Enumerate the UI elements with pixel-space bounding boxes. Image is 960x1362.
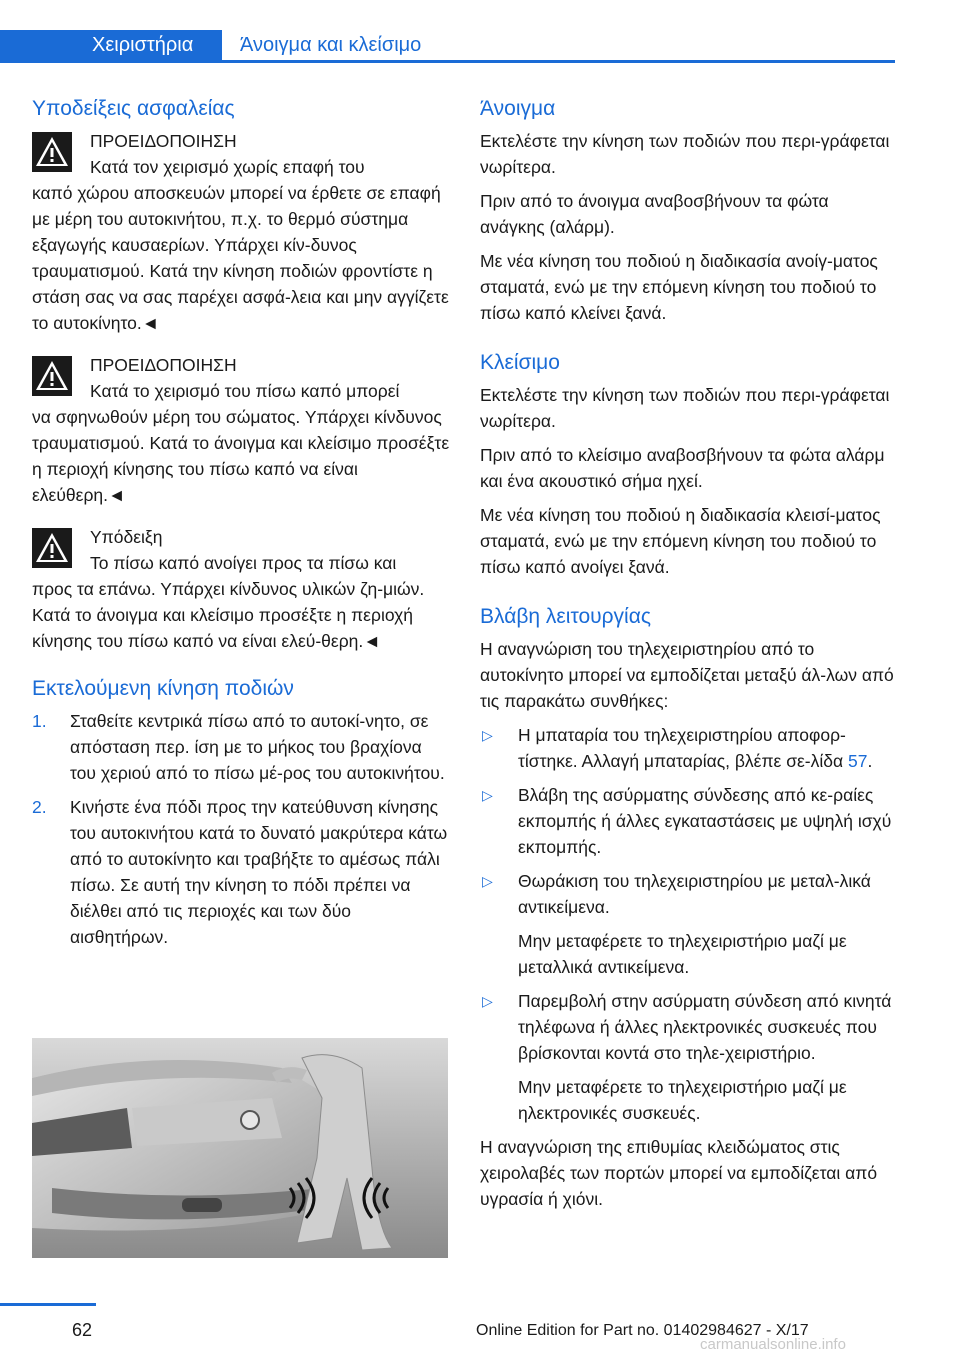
notice-text: προς τα επάνω. Υπάρχει κίνδυνος υλικών ζη-μιών. Κατά το άνοιγμα και κλείσιμο προσέξτε η περιοχή κίνησης του πίσω καπό να είναι ελεύ-θερη.◄ (32, 579, 425, 651)
fault-outro: Η αναγνώριση της επιθυμίας κλειδώματος στις χειρολαβές των πορτών μπορεί να εμποδίζεται από υγρασία ή χιόνι. (480, 1137, 878, 1209)
safety-heading: Υποδείξεις ασφαλείας (32, 97, 235, 120)
bullet-triangle-icon: ▷ (482, 993, 493, 1009)
bullet-triangle-icon: ▷ (482, 873, 493, 889)
warning-text: να σφηνωθούν μέρη του σώματος. Υπάρχει κίνδυνος τραυματισμού. Κατά το άνοιγμα και κλείσιμο προσέξτε η περιοχή κίνησης του πίσω καπό να είναι ελεύθερη.◄ (32, 407, 450, 505)
close-paragraph: Πριν από το κλείσιμο αναβοσβήνουν τα φώτα αλάρμ και ένα ακουστικό σήμα ηχεί. (480, 445, 885, 491)
bullet-text: Βλάβη της ασύρματης σύνδεσης από κε-ραίες εκπομπής ή άλλες εγκαταστάσεις με υψηλή ισχύ εκπομπής. (518, 785, 892, 857)
left-column (32, 96, 450, 958)
steps-list (32, 708, 450, 950)
bullet-text: Η μπαταρία του τηλεχειριστηρίου αποφορ-τίστηκε. Αλλαγή μπαταρίας, βλέπε σε-λίδα (518, 725, 848, 771)
bullet-text: Θωράκιση του τηλεχειριστηρίου με μεταλ-λικά αντικείμενα. (518, 871, 871, 917)
step-number: 1. (32, 711, 47, 731)
edition-note: Online Edition for Part no. 01402984627 - X/17 (476, 1322, 809, 1339)
list-item (480, 782, 898, 860)
fault-list (480, 722, 898, 1126)
tab-opening-closing[interactable] (224, 30, 894, 60)
foot-gesture-illustration (32, 1038, 448, 1258)
right-column (480, 96, 898, 1212)
tab-opening-closing-label: Άνοιγμα και κλείσιμο (240, 34, 422, 56)
warning-triangle-icon (32, 132, 72, 172)
close-heading: Κλείσιμο (480, 351, 560, 374)
bullet-sub-text: Μην μεταφέρετε το τηλεχειριστήριο μαζί με μεταλλικά αντικείμενα. (518, 931, 847, 977)
page-link[interactable]: 57 (848, 751, 868, 771)
warning-first-line: Κατά τον χειρισμό χωρίς επαφή του (90, 157, 365, 177)
header-bar (0, 0, 960, 62)
open-paragraph: Πριν από το άνοιγμα αναβοσβήνουν τα φώτα ανάγκης (αλάρμ). (480, 191, 829, 237)
page-number: 62 (72, 1320, 93, 1340)
warning-heading: ΠΡΟΕΙΔΟΠΟΙΗΣΗ (90, 355, 237, 375)
close-paragraph: Εκτελέστε την κίνηση των ποδιών που περι-γράφεται νωρίτερα. (480, 385, 890, 431)
open-paragraph: Εκτελέστε την κίνηση των ποδιών που περι-γράφεται νωρίτερα. (480, 131, 890, 177)
notice-first-line: Το πίσω καπό ανοίγει προς τα πίσω και (90, 553, 397, 573)
warning-block (32, 128, 450, 336)
warning-first-line: Κατά το χειρισμό του πίσω καπό μπορεί (90, 381, 400, 401)
bullet-tail: . (867, 751, 873, 771)
list-item (480, 722, 898, 774)
list-item (32, 708, 450, 786)
list-item (480, 868, 898, 980)
bullet-triangle-icon: ▷ (482, 787, 493, 803)
bullet-text: Παρεμβολή στην ασύρματη σύνδεση από κινητά τηλέφωνα ή άλλες ηλεκτρονικές συσκευές που βρίσκονται κοντά στο τηλε-χειριστήριο. (518, 991, 892, 1063)
warning-block (32, 352, 450, 508)
movement-heading: Εκτελούμενη κίνηση ποδιών (32, 677, 294, 700)
warning-triangle-icon (32, 356, 72, 396)
bullet-sub-text: Μην μεταφέρετε το τηλεχειριστήριο μαζί με ηλεκτρονικές συσκευές. (518, 1077, 847, 1123)
warning-triangle-icon (32, 528, 72, 568)
tab-controls[interactable] (0, 30, 222, 60)
step-number: 2. (32, 797, 47, 817)
close-paragraph: Με νέα κίνηση του ποδιού η διαδικασία κλεισί-ματος σταματά, ενώ με την επόμενη κίνηση του ποδιού το πίσω καπό ανοίγει ξανά. (480, 505, 881, 577)
step-text: Σταθείτε κεντρικά πίσω από το αυτοκί-νητο, σε απόσταση περ. ίση με το μήκος του βραχίονα του χεριού από το πίσω μέ-ρος του αυτοκινήτου. (70, 711, 445, 783)
warning-text: καπό χώρου αποσκευών μπορεί να έρθετε σε επαφή με μέρη του αυτοκινήτου, π.χ. το θερμό σύστημα εξαγωγής καυσαερίων. Υπάρχει κίν-δυνος τραυματισμού. Κατά την κίνηση ποδιών φροντίστε η στάση σας να σας παρέχει ασφά-λεια και μην αγγίζετε το αυτοκίνητο.◄ (32, 183, 449, 333)
list-item (32, 794, 450, 950)
step-text: Κινήστε ένα πόδι προς την κατεύθυνση κίνησης του αυτοκινήτου κατά το δυνατό μακρύτερα κάτω από το αυτοκίνητο και τραβήξτε το αμέσως πάλι πίσω. Σε αυτή την κίνηση το πόδι πρέπει να διέλθει από τις περιοχές και των δύο αισθητήρων. (70, 797, 448, 947)
header-divider (0, 60, 895, 63)
open-paragraph: Με νέα κίνηση του ποδιού η διαδικασία ανοίγ-ματος σταματά, ενώ με την επόμενη κίνηση του ποδιού το πίσω καπό κλείνει ξανά. (480, 251, 878, 323)
fault-intro: Η αναγνώριση του τηλεχειριστηρίου από το αυτοκίνητο μπορεί να εμποδίζεται μεταξύ άλ-λων από τις παρακάτω συνθήκες: (480, 639, 894, 711)
notice-block (32, 524, 450, 654)
footer-divider (0, 1303, 96, 1306)
watermark: carmanualsonline.info (700, 1336, 846, 1353)
notice-heading: Υπόδειξη (90, 527, 163, 547)
list-item (480, 988, 898, 1126)
tab-controls-label: Χειριστήρια (92, 34, 194, 56)
fault-heading: Βλάβη λειτουργίας (480, 605, 651, 628)
warning-heading: ΠΡΟΕΙΔΟΠΟΙΗΣΗ (90, 131, 237, 151)
open-heading: Άνοιγμα (480, 97, 556, 120)
bullet-triangle-icon: ▷ (482, 727, 493, 743)
